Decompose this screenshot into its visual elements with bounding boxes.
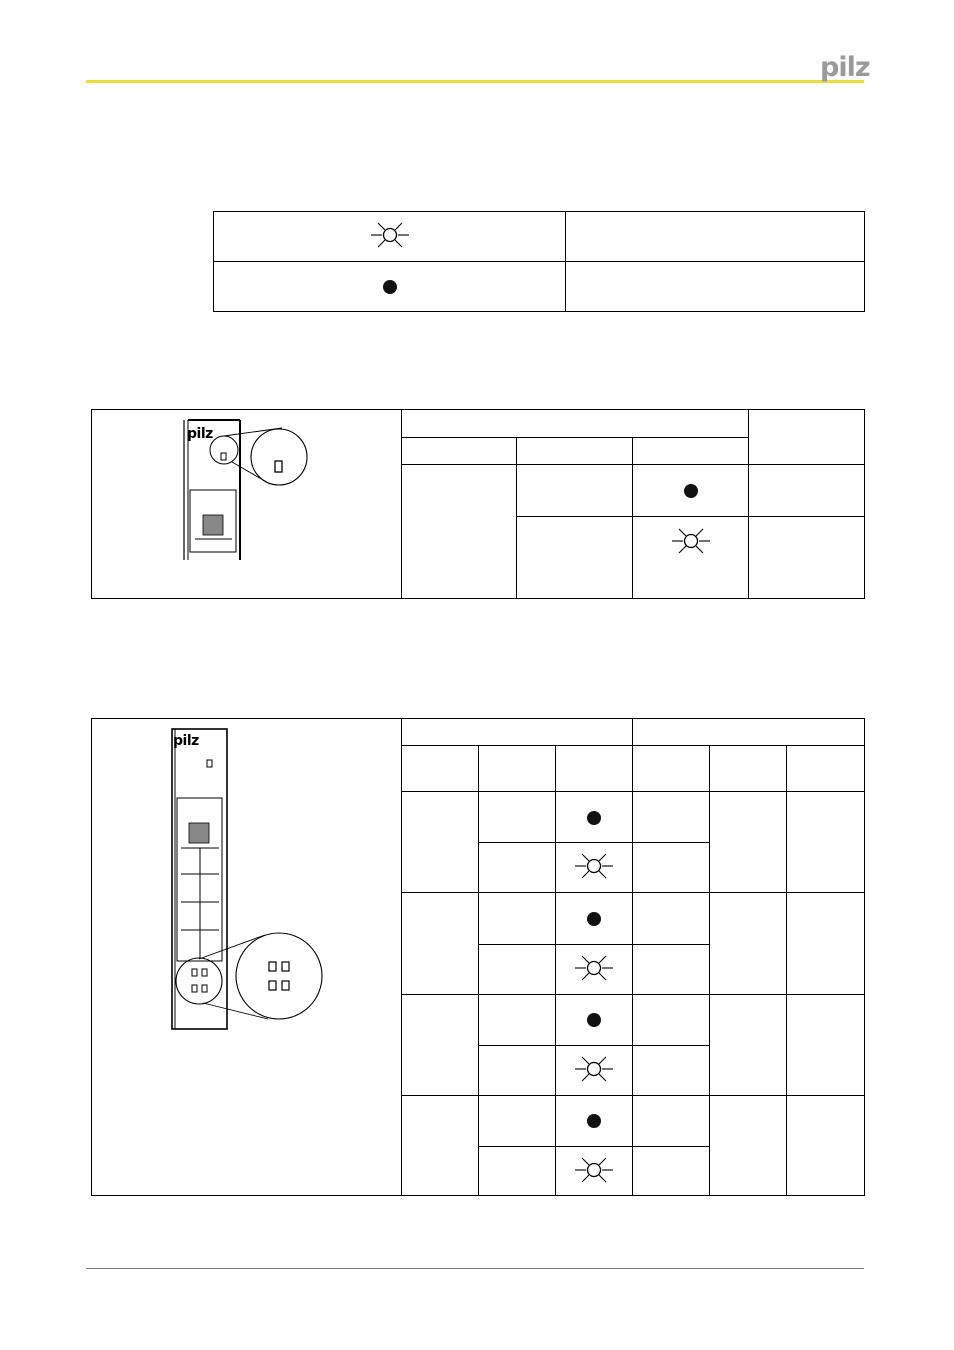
led-off-icon — [383, 280, 397, 294]
status-table-2 — [91, 718, 865, 1196]
led-on-icon — [671, 523, 711, 562]
led-off-icon — [587, 1114, 601, 1128]
legend-text-led-on — [566, 212, 865, 262]
legend-text-led-off — [566, 262, 865, 312]
device-illustration-cell — [92, 719, 402, 1196]
legend-row-led-off — [214, 262, 865, 312]
status-table-1 — [91, 409, 865, 599]
device-logo-text: pilz — [187, 426, 213, 442]
led-off-icon — [587, 811, 601, 825]
device-front-panel-icon — [92, 719, 402, 1195]
led-off-icon — [684, 484, 698, 498]
led-on-icon — [574, 1152, 614, 1191]
led-on-icon — [370, 217, 410, 256]
device-front-panel-icon — [92, 418, 402, 598]
led-on-icon — [574, 1051, 614, 1090]
legend-table — [213, 211, 865, 312]
led-off-icon — [587, 1013, 601, 1027]
header-accent-rule — [86, 80, 864, 83]
footer-rule — [86, 1268, 864, 1269]
led-on-icon — [574, 950, 614, 989]
legend-row-led-on — [214, 212, 865, 262]
device-logo-text: pilz — [173, 733, 199, 749]
led-on-icon — [574, 848, 614, 887]
led-off-icon — [587, 912, 601, 926]
brand-logo: pilz — [820, 52, 870, 83]
device-illustration-cell — [92, 410, 402, 599]
